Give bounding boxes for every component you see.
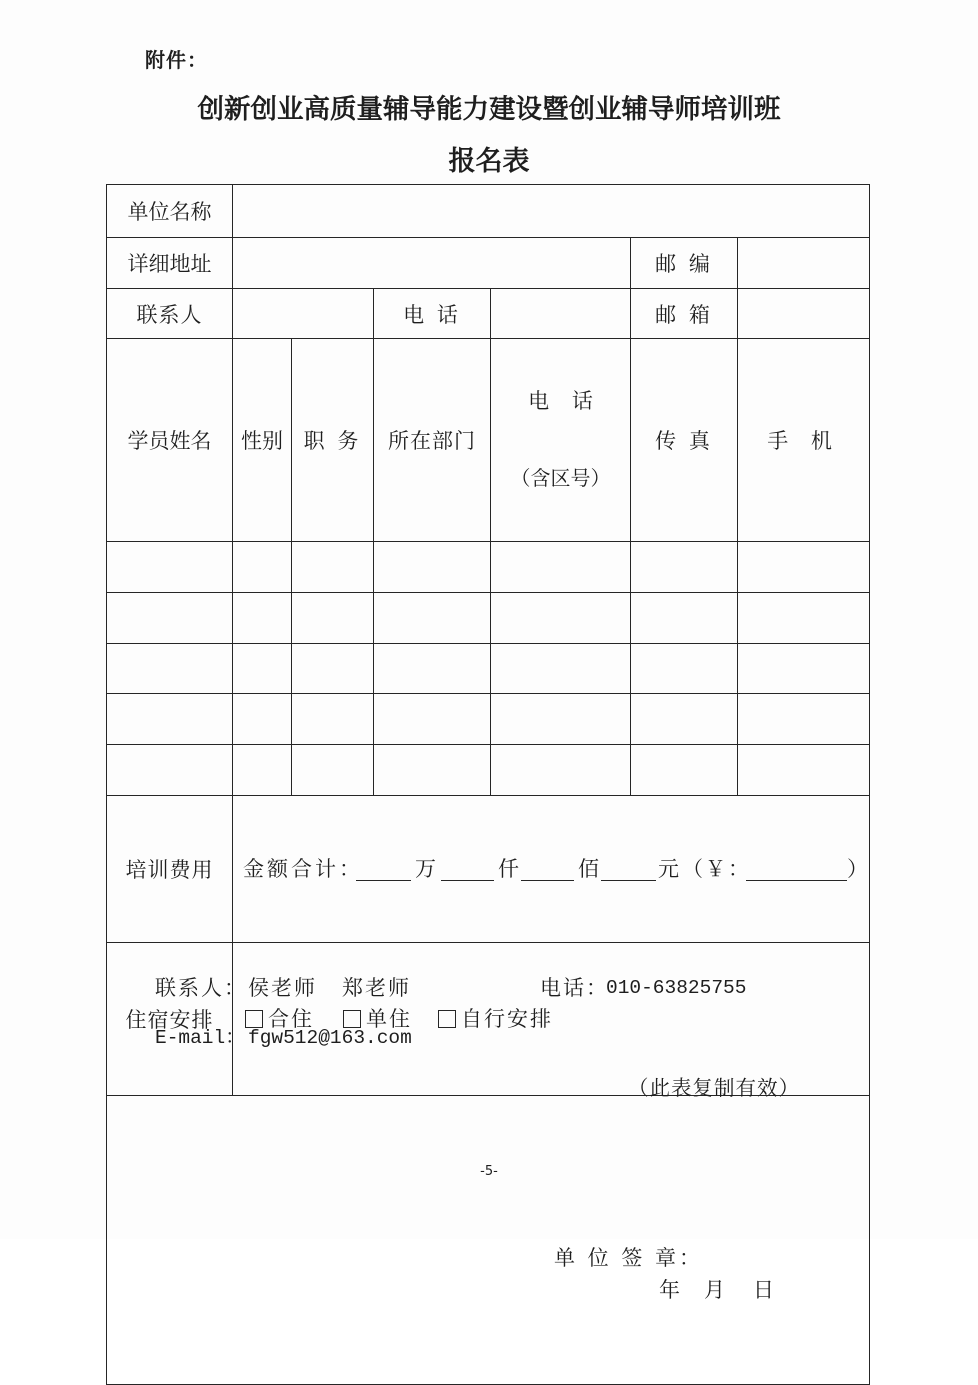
trainee-cell [107,644,233,694]
contact-value [233,289,374,339]
contact-label: 联系人 [107,289,233,339]
header-fax: 传 真 [631,339,738,542]
fee-close-paren: ） [847,857,868,881]
trainee-cell [631,694,738,745]
trainee-row [107,694,870,745]
postcode-label: 邮 编 [631,238,738,289]
trainee-cell [374,745,491,796]
postcode-value [738,238,870,289]
header-trainee-name: 学员姓名 [107,339,233,542]
trainee-cell [107,593,233,644]
header-gender: 性别 [233,339,292,542]
attachment-label: 附件： [145,48,208,72]
page-number: -5- [480,1164,498,1179]
trainee-cell [738,644,870,694]
trainee-cell [738,542,870,593]
email-label: 邮 箱 [631,289,738,339]
trainee-cell [107,694,233,745]
registration-form-table [106,184,870,1385]
lodging-option-label: 自行安排 [461,1007,553,1031]
form-subtitle: 报名表 [448,146,530,177]
lodging-option-label: 单住 [366,1007,412,1031]
date-month-label: 月 [704,1278,725,1302]
fee-unit-wan: 万 [415,857,436,881]
trainee-cell [107,745,233,796]
trainee-cell [292,644,374,694]
lodging-label: 住宿安排 [107,943,233,1096]
trainee-row [107,745,870,796]
fee-blank-rmb [746,880,847,881]
footer-email-address: fgw512@163.com [248,1027,412,1049]
footer-contact-name: 郑老师 [342,976,411,1000]
trainee-cell [491,745,631,796]
fee-blank-wan [356,880,411,881]
trainee-cell [738,593,870,644]
training-fee-value [233,796,870,943]
trainee-cell [374,694,491,745]
email-value [738,289,870,339]
fee-blank-qian [441,880,494,881]
copy-valid-note: （此表复制有效） [628,1076,800,1100]
unit-name-label: 单位名称 [107,185,233,238]
header-mobile: 手 机 [738,339,870,542]
date-year-label: 年 [659,1278,680,1302]
trainee-row [107,644,870,694]
lodging-option-label: 合住 [268,1007,314,1031]
trainee-cell [631,542,738,593]
trainee-cell [491,694,631,745]
footer-email-label: E-mail： [155,1027,245,1049]
fee-unit-bai: 佰 [578,857,599,881]
form-title: 创新创业高质量辅导能力建设暨创业辅导师培训班 [197,94,781,125]
header-phone [491,339,631,542]
lodging-options [233,943,870,1096]
header-department: 所在部门 [374,339,491,542]
footer-contact-name: 侯老师 [248,976,317,1000]
fee-blank-yuan [601,880,656,881]
unit-name-value [233,185,870,238]
row-unit-name [107,185,870,238]
trainee-row [107,542,870,593]
row-seal [107,1096,870,1385]
trainee-cell [491,593,631,644]
header-phone-label: 电 话 [528,389,601,413]
trainee-cell [631,644,738,694]
row-contact [107,289,870,339]
trainee-cell [292,694,374,745]
footer-contact-label: 联系人： [155,976,247,1000]
header-position: 职 务 [292,339,374,542]
fee-unit-qian: 仟 [498,857,519,881]
fee-blank-bai [521,880,574,881]
fee-total-label: 金额合计： [243,857,363,881]
fee-rmb-label: （￥： [682,857,751,881]
trainee-header-row [107,339,870,542]
trainee-cell [107,542,233,593]
trainee-cell [374,593,491,644]
trainee-cell [631,593,738,644]
trainee-cell [233,694,292,745]
trainee-cell [233,745,292,796]
address-label: 详细地址 [107,238,233,289]
seal-area [107,1096,870,1385]
trainee-cell [233,542,292,593]
phone-label: 电 话 [374,289,491,339]
training-fee-label: 培训费用 [107,796,233,943]
trainee-cell [491,542,631,593]
trainee-cell [292,593,374,644]
trainee-cell [292,745,374,796]
trainee-cell [374,644,491,694]
trainee-cell [292,542,374,593]
trainee-cell [491,644,631,694]
trainee-cell [631,745,738,796]
footer-phone-number: 010-63825755 [606,977,747,999]
trainee-cell [233,593,292,644]
date-day-label: 日 [753,1278,774,1302]
phone-value [491,289,631,339]
trainee-cell [738,745,870,796]
trainee-row [107,593,870,644]
trainee-cell [374,542,491,593]
row-lodging [107,943,870,1096]
fee-unit-yuan: 元 [658,857,679,881]
lodging-option-self-arranged [438,991,553,1047]
address-value [233,238,631,289]
checkbox-self-arranged[interactable] [438,1010,456,1028]
trainee-cell [738,694,870,745]
unit-seal-label: 单 位 签 章： [554,1246,704,1270]
row-address [107,238,870,289]
header-phone-note: （含区号） [510,466,611,490]
fee-amount-line [233,844,869,894]
row-training-fee [107,796,870,943]
trainee-cell [233,644,292,694]
footer-phone-label: 电话： [540,976,609,1000]
